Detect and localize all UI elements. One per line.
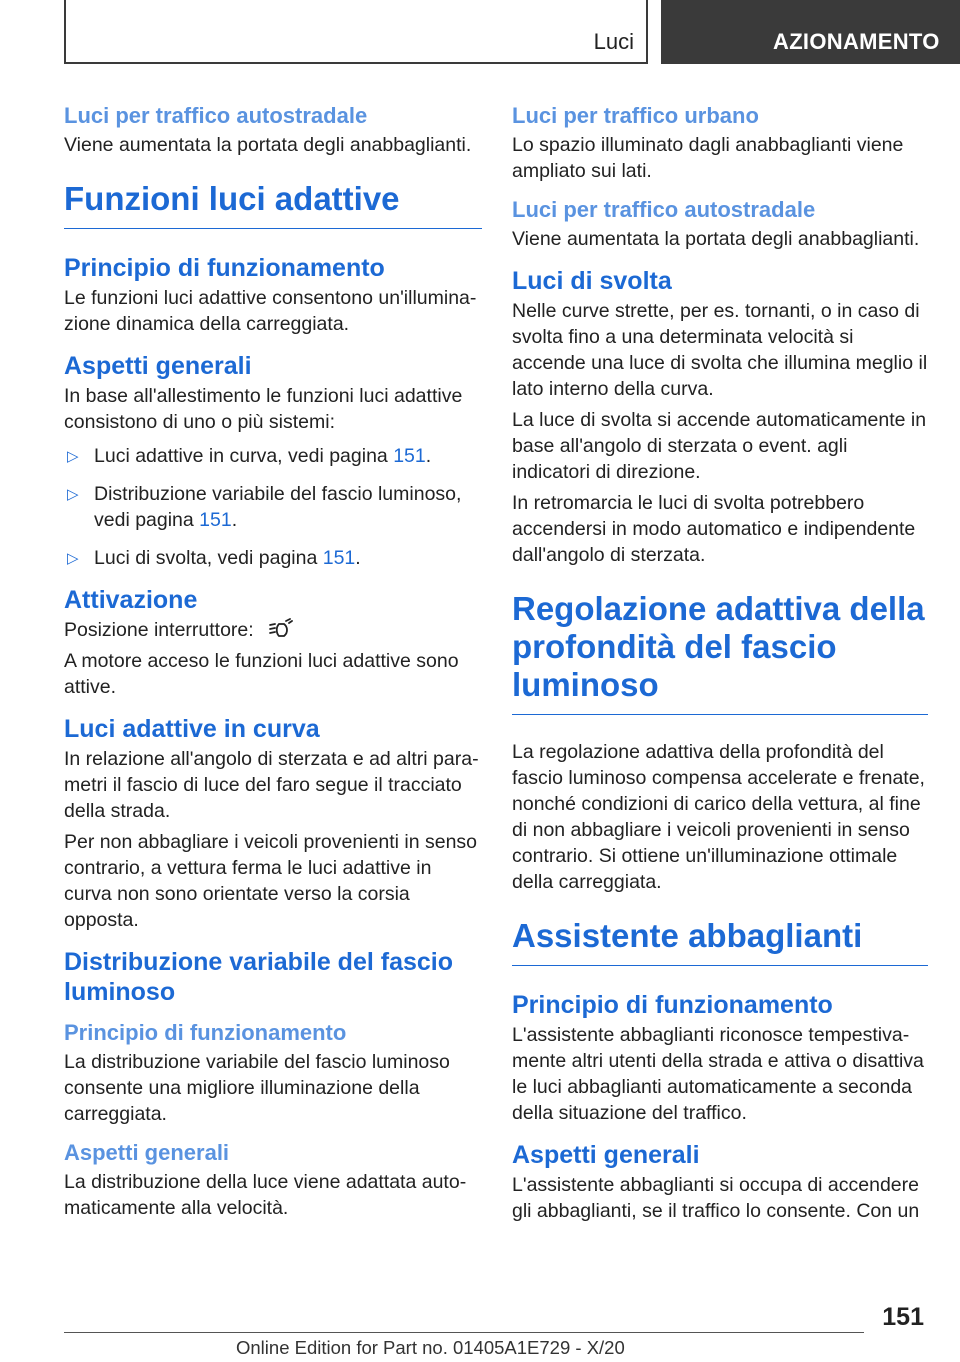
header-section-title: Luci [593, 29, 634, 54]
heading-principio: Principio di funzionamento [64, 254, 385, 282]
heading-luci-adattive-curva: Luci adattive in curva [64, 715, 320, 743]
triangle-right-outline-icon: ▷ [67, 550, 79, 567]
text-regolazione: La regolazione adattiva della profondità del fascio luminoso compensa accelerate e frenate, nonché condizioni di carico della vettura, al fine di non abbagliare i veicoli provenienti in senso contrario. Si ottiene un'illuminazione ottimale della carreggiata. [512, 741, 925, 893]
text-curva-1: In relazione all'angolo di sterzata e ad altri parametri il fascio di luce del faro segue il tracciato della strada. [64, 748, 479, 822]
text-motore: A motore acceso le funzioni luci adattive sono attive. [64, 650, 459, 698]
text-autostrada: Viene aumentata la portata degli anabbaglianti. [512, 228, 920, 250]
adaptive-light-switch-icon [268, 618, 294, 640]
heading-principio: Principio di funzionamento [512, 991, 833, 1019]
page-link[interactable]: 151 [393, 445, 426, 467]
left-column [64, 100, 482, 1226]
text-aspetti: L'assistente abbaglianti si occupa di accendere gli abbaglianti, se il traffico lo consente. Con un [512, 1174, 920, 1222]
heading-aspetti-generali: Aspetti generali [64, 352, 252, 380]
heading-distribuzione-variabile: Distribuzione variabile del fascio luminoso [64, 948, 454, 1006]
heading-luci-svolta: Luci di svolta [512, 267, 672, 295]
text-svolta-2: La luce di svolta si accende automaticamente in base all'angolo di sterzata o event. agli indicatori di direzione. [512, 409, 927, 483]
header-chapter-tab: AZIONAMENTO [661, 0, 960, 64]
footer-edition: Online Edition for Part no. 01405A1E729 - X/20 [236, 1337, 625, 1358]
page-link[interactable]: 151 [322, 547, 356, 569]
heading-autostrada: Luci per traffico autostradale [512, 197, 816, 222]
heading-funzioni-luci-adattive: Funzioni luci adattive [64, 180, 482, 229]
text-distribuzione-2: La distribuzione della luce viene adattata automaticamente alla velocità. [64, 1171, 467, 1219]
text-distribuzione-1: La distribuzione variabile del fascio luminoso consente una migliore illuminazione della carreggiata. [64, 1051, 450, 1125]
triangle-right-outline-icon: ▷ [67, 448, 79, 465]
heading-urbano: Luci per traffico urbano [512, 103, 759, 128]
header-frame [64, 0, 648, 64]
page-link[interactable]: 151 [199, 509, 232, 531]
page-number: 151 [882, 1303, 924, 1331]
heading-assistente-abbaglianti: Assistente abbaglianti [512, 917, 928, 966]
list-item: ▷ Luci adattive in curva, vedi pagina 151. [64, 443, 482, 469]
text-principio: Le funzioni luci adattive consentono un'illuminazione dinamica della carreggiata. [64, 287, 477, 335]
list-item: ▷ Distribuzione variabile del fascio luminoso, vedi pagina 151. [67, 483, 462, 531]
systems-list [64, 443, 482, 571]
text-principio: L'assistente abbaglianti riconosce tempestivamente altri utenti della strada e attiva o disattiva le luci abbaglianti automaticamente a seconda della situazione del traffico. [512, 1024, 924, 1124]
heading-attivazione: Attivazione [64, 586, 198, 614]
heading-regolazione-adattiva: Regolazione adattiva della profondità del fascio luminoso [512, 590, 928, 715]
footer-divider [64, 1332, 864, 1333]
heading-autostrada: Luci per traffico autostradale [64, 103, 368, 128]
text-svolta-3: In retromarcia le luci di svolta potrebbero accendersi in modo automatico e indipendente dall'angolo di sterzata. [512, 492, 916, 566]
subheading-aspetti: Aspetti generali [64, 1140, 230, 1165]
triangle-right-outline-icon: ▷ [67, 486, 79, 503]
text-posizione: Posizione interruttore: [64, 617, 482, 643]
list-item: ▷ Luci di svolta, vedi pagina 151. [64, 545, 482, 571]
right-column [512, 100, 928, 1229]
heading-aspetti-generali: Aspetti generali [512, 1141, 700, 1169]
text-urbano: Lo spazio illuminato dagli anabbaglianti viene ampliato sui lati. [512, 134, 904, 182]
text-aspetti: In base all'allestimento le funzioni luci adattive consistono di uno o più sistemi: [64, 385, 463, 433]
text-curva-2: Per non abbagliare i veicoli provenienti in senso contrario, a vettura ferma le luci adattive in curva non sono orientate verso la corsia opposta. [64, 831, 478, 931]
text-autostrada: Viene aumentata la portata degli anabbaglianti. [64, 134, 472, 156]
subheading-principio: Principio di funzionamento [64, 1020, 347, 1045]
text-svolta-1: Nelle curve strette, per es. tornanti, o in caso di svolta fino a una determinata velocità si accende una luce di svolta che illumina meglio il lato interno della curva. [512, 300, 928, 400]
